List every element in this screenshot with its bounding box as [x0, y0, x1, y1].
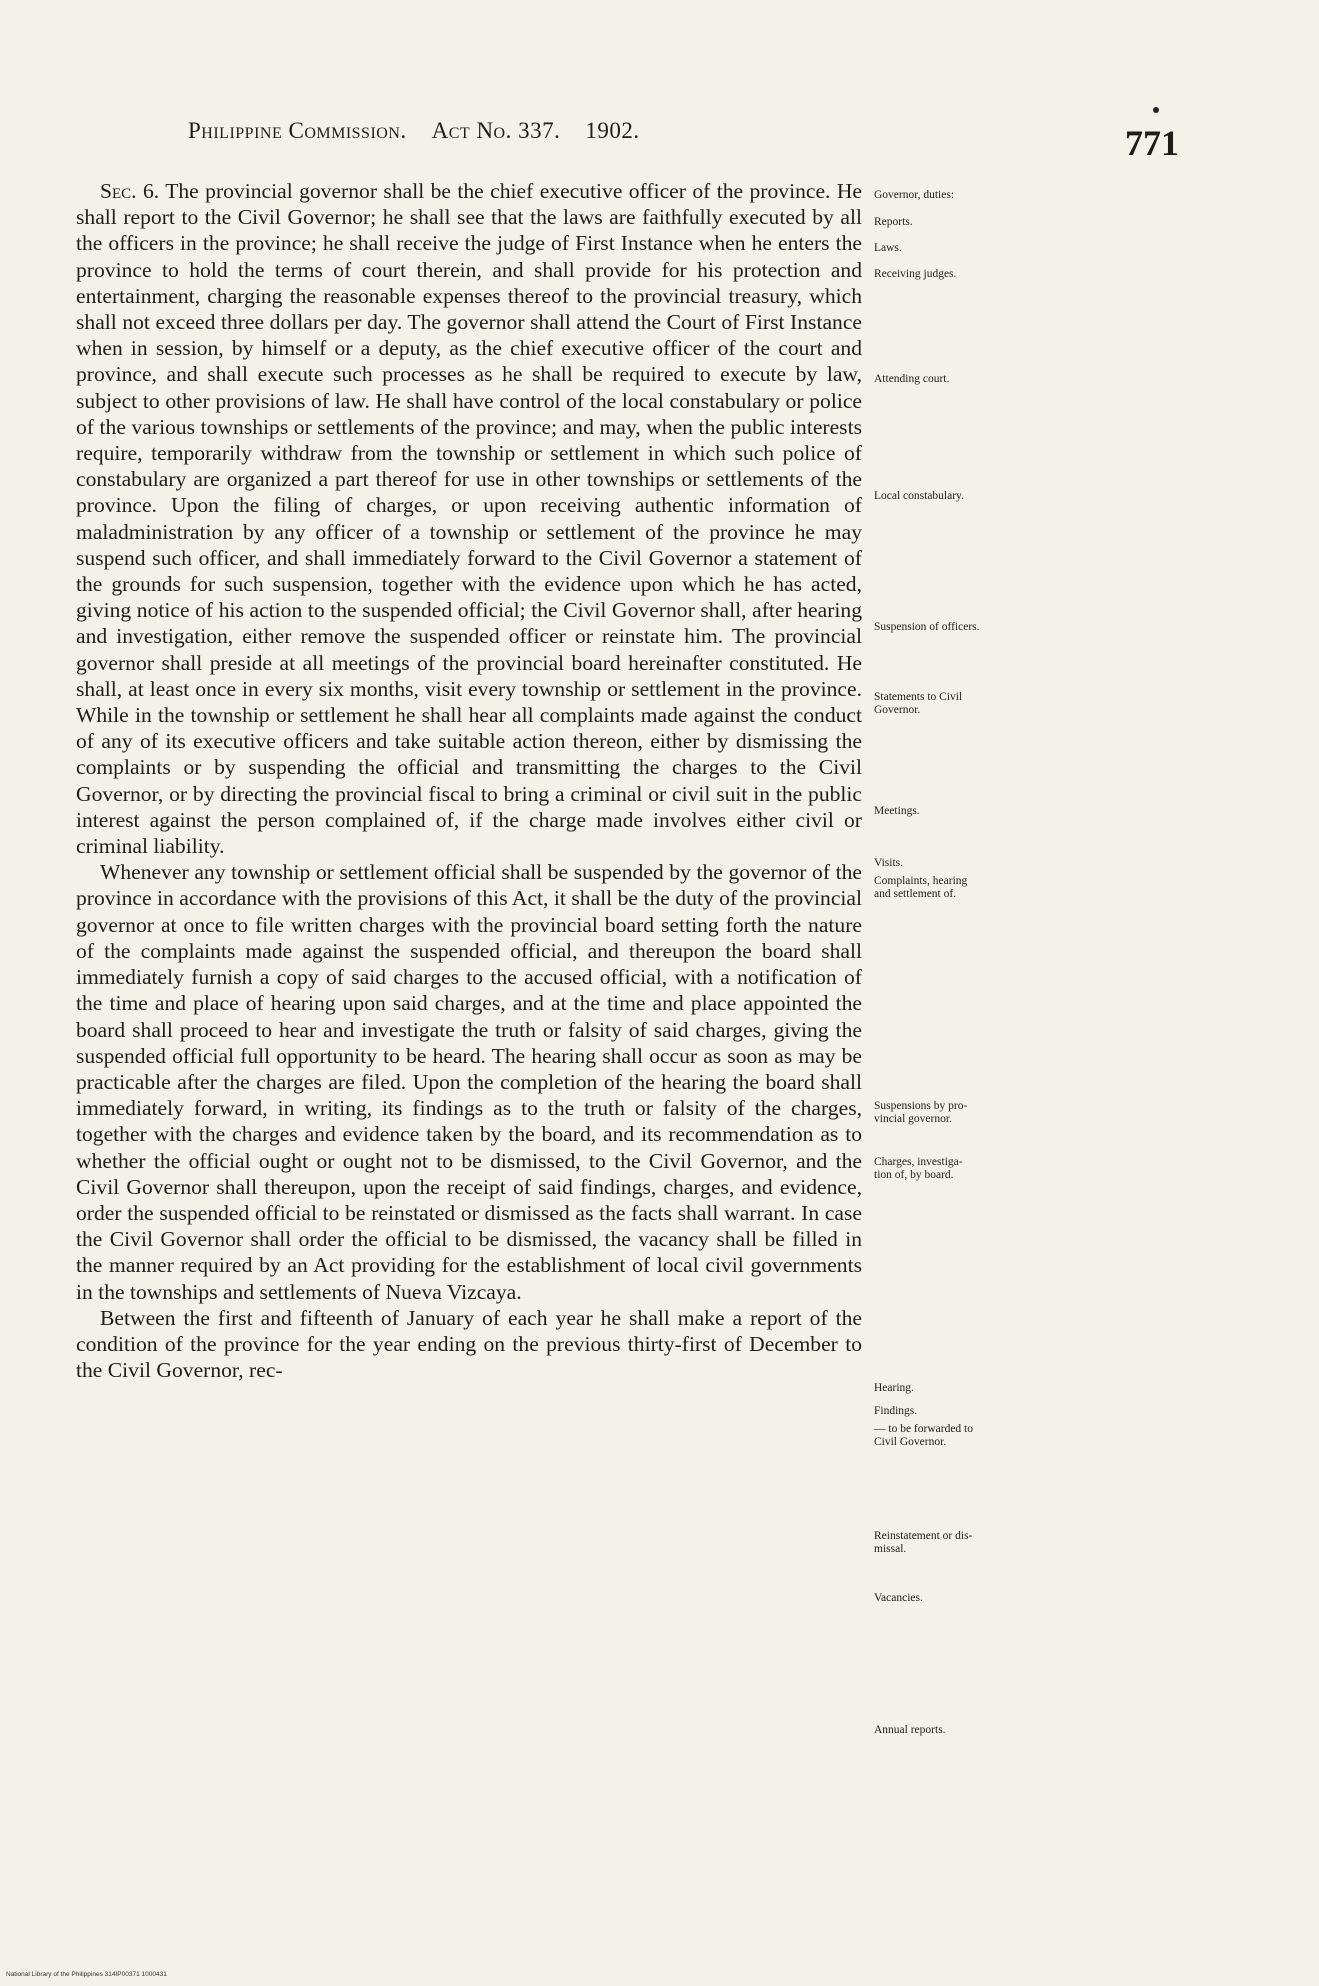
header-year: 1902. [585, 118, 640, 143]
footer-stamp: National Library of the Philippines 314IP00371 1000431 [6, 1971, 167, 1978]
ink-dot [1153, 107, 1159, 113]
header-title: Philippine Commission. [188, 118, 407, 143]
margin-note-laws: Laws. [874, 242, 902, 254]
margin-note-statements: Statements to Civil Governor. [874, 691, 963, 716]
main-text [76, 178, 862, 1383]
margin-note-hearing: Hearing. [874, 1382, 914, 1394]
paragraph-3: Between the first and fifteenth of January of each year he shall make a report of the condition of the province for the year ending on the previous thirty-first of December to the Civil Governor, rec- [76, 1305, 862, 1383]
margin-note-findings: Findings. [874, 1405, 918, 1417]
page-number: 771 [1125, 123, 1179, 163]
header-act: Act No. 337. [431, 118, 561, 143]
margin-note-annual-reports: Annual reports. [874, 1724, 946, 1736]
margin-note-complaints: Complaints, hearing and settlement of. [874, 875, 968, 900]
margin-note-forwarded: — to be forwarded to Civil Governor. [874, 1423, 973, 1448]
paragraph-sec6 [76, 178, 862, 859]
paragraph-1-text: The provincial governor shall be the chief executive officer of the province. He shall report to the Civil Governor; he shall see that the laws are faithfully executed by all the officers in the province; he shall receive the judge of First Instance when he enters the province to hold the terms of court therein, and shall provide for his protection and entertainment, charging the reasonable expenses thereof to the provincial treasury, which shall not exceed three dollars per day. The governor shall attend the Court of First Instance when in session, by himself or a deputy, as the chief executive officer of the court and province, and shall execute such processes as he shall be required to execute by law, subject to other provisions of law. He shall have control of the local constabulary or police of the various townships or settlements of the province; and may, when the public interests require, temporarily withdraw from the township or settlement in which such police of constabulary are organized a part thereof for use in other townships or settlements of the province. Upon the filing of charges, or upon receiving authentic information of maladministration by any officer of a township or settlement of the province he may suspend such officer, and shall immediately forward to the Civil Governor a statement of the grounds for such suspension, together with the evidence upon which he has acted, giving notice of his action to the suspended official; the Civil Governor shall, after hearing and investigation, either remove the suspended officer or reinstate him. The provincial governor shall preside at all meetings of the provincial board hereinafter constituted. He shall, at least once in every six months, visit every township or settlement in the province. While in the township or settlement he shall hear all complaints made against the conduct of any of its executive officers and take suitable action thereon, either by dismissing the complaints or by suspending the official and transmitting the charges to the Civil Governor, or by directing the provincial fiscal to bring a criminal or civil suit in the public interest against the person complained of, if the charge made involves either civil or criminal liability. [76, 179, 863, 859]
margin-note-reinstatement: Reinstatement or dis- missal. [874, 1530, 973, 1555]
margin-note-receiving-judges: Receiving judges. [874, 268, 957, 280]
margin-note-suspensions: Suspensions by pro- vincial governor. [874, 1100, 968, 1125]
margin-note-reports: Reports. [874, 216, 913, 228]
margin-note-vacancies: Vacancies. [874, 1592, 923, 1604]
margin-note-attending-court: Attending court. [874, 373, 950, 385]
margin-note-meetings: Meetings. [874, 805, 920, 817]
margin-note-visits: Visits. [874, 857, 904, 869]
section-label: Sec. 6. [100, 179, 160, 203]
margin-note-governor-duties: Governor, duties: [874, 189, 955, 201]
margin-note-local-constabulary: Local constabulary. [874, 490, 964, 502]
running-header [188, 118, 768, 144]
margin-note-charges: Charges, investiga- tion of, by board. [874, 1156, 963, 1181]
margin-note-suspension-of-officers: Suspension of officers. [874, 621, 980, 633]
paragraph-2: Whenever any township or settlement official shall be suspended by the governor of the province in accordance with the provisions of this Act, it shall be the duty of the provincial governor at once to file written charges with the provincial board setting forth the nature of the complaints made against the suspended official, and thereupon the board shall immediately furnish a copy of said charges to the accused official, with a notification of the time and place of hearing upon said charges, and at the time and place appointed the board shall proceed to hear and investigate the truth or falsity of said charges, giving the suspended official full opportunity to be heard. The hearing shall occur as soon as may be practicable after the charges are filed. Upon the completion of the hearing the board shall immediately forward, in writing, its findings as to the truth or falsity of the charges, together with the charges and evidence taken by the board, and its recommendation as to whether the official ought or ought not to be dismissed, to the Civil Governor, and the Civil Governor shall thereupon, upon the receipt of said findings, charges, and evidence, order the suspended official to be reinstated or dismissed as the facts shall warrant. In case the Civil Governor shall order the official to be dismissed, the vacancy shall be filled in the manner required by an Act providing for the establishment of local civil governments in the townships and settlements of Nueva Vizcaya. [76, 860, 862, 1304]
